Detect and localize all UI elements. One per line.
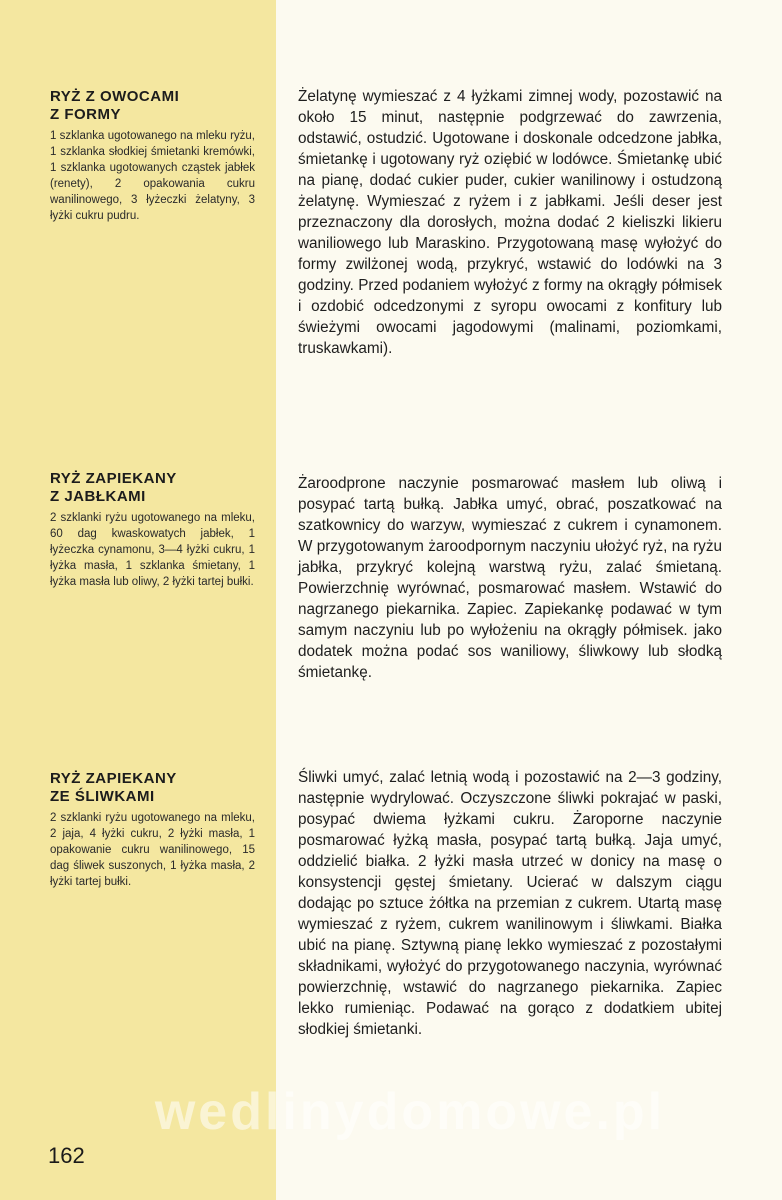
recipe-ingredients: 1 szklanka ugotowanego na mleku ryżu, 1 szklanka słodkiej śmietanki kremówki, 1 szklanka ugotowanych cząstek jabłek (renety), 2 opakowania cukru wanilinowego, 3 łyżeczki żelatyny, 3 łyżki cukru pudru. (50, 130, 255, 222)
page-number: 162 (48, 1143, 85, 1168)
recipe-title-line: Z JABŁKAMI (50, 488, 146, 505)
recipe-title-line: RYŻ ZAPIEKANY (50, 770, 177, 787)
recipe-instructions: Śliwki umyć, zalać letnią wodą i pozostawić na 2—3 godziny, następnie wydrylować. Oczyszczone śliwki pokrajać w paski, posypać dwiema łyżkami cukru. Żaroporne naczynie posmarować łyżką masła, posypać tartą bułką. Jaja umyć, oddzielić białka. 2 łyżki masła utrzeć w donicy na masę o konsystencji gęstej śmietany. Ucierać w dalszym ciągu dodając po sztuce żółtka na przemian z cukrem. Utartą masę wymieszać z ryżem, cukrem wanilinowym i śliwkami. Białka ubić na pianę. Sztywną pianę lekko wymieszać z pozostałymi składnikami, wyłożyć do przygotowanego naczynia, wyrównać powierzchnię, wstawić do nagrzanego piekarnika. Zapiec lekko rumieniąc. Podawać na gorąco z dodatkiem ubitej słodkiej śmietanki. (298, 769, 722, 1038)
recipe-title-line: Z FORMY (50, 106, 121, 123)
watermark: wedlinydomowe.pl (154, 1083, 666, 1141)
recipe-title-line: RYŻ ZAPIEKANY (50, 470, 177, 487)
recipe-title (50, 770, 260, 806)
recipe-title (50, 88, 260, 124)
recipe-instructions: Żelatynę wymieszać z 4 łyżkami zimnej wody, pozostawić na około 15 minut, następnie podgrzewać do zawrzenia, odstawić, ostudzić. Ugotowane i doskonale odcedzone jabłka, śmietankę i ugotowany ryż oziębić w lodówce. Śmietankę ubić na pianę, dodać cukier puder, cukier wanilinowy i ostudzoną żelatynę. Wymieszać z ryżem i z jabłkami. Jeśli deser jest przeznaczony dla dorosłych, można dodać 2 kieliszki likieru waniliowego lub Maraskino. Przygotowaną masę wyłożyć do formy zwilżonej wodą, przykryć, wstawić do lodówki na 3 godziny. Przed podaniem wyłożyć z formy na okrągły półmisek i ozdobić odcedzonymi z syropu owocami z konfitury lub świeżymi owocami jagodowymi (malinami, poziomkami, truskawkami). (298, 88, 722, 357)
recipe-ingredients: 2 szklanki ryżu ugotowanego na mleku, 2 jaja, 4 łyżki cukru, 2 łyżki masła, 1 opakowanie cukru wanilinowego, 15 dag śliwek suszonych, 1 łyżka masła, 2 łyżki tartej bułki. (50, 812, 255, 888)
recipe-instructions: Żaroodprone naczynie posmarować masłem lub oliwą i posypać tartą bułką. Jabłka umyć, obrać, poszatkować na szatkownicy do warzyw, wymieszać z cukrem i cynamonem. W przygotowanym żaroodpornym naczyniu ułożyć ryż, na ryżu jabłka, przykryć kolejną warstwą ryżu, zalać śmietaną. Powierzchnię wyrównać, posmarować masłem. Wstawić do nagrzanego piekarnika. Zapiec. Zapiekankę podawać w tym samym naczyniu lub po wyłożeniu na okrągły półmisek. jako dodatek można podać sos waniliowy, śliwkowy lub słodką śmietankę. (298, 475, 722, 681)
recipe-title-line: ZE ŚLIWKAMI (50, 788, 155, 805)
recipe-ingredients: 2 szklanki ryżu ugotowanego na mleku, 60 dag kwaskowatych jabłek, 1 łyżeczka cynamonu, 3—4 łyżki cukru, 1 łyżka masła, 1 szklanka śmietany, 1 łyżka masła lub oliwy, 2 łyżki tartej bułki. (50, 512, 255, 588)
recipe-title (50, 470, 260, 506)
recipe-title-line: RYŻ Z OWOCAMI (50, 88, 180, 105)
